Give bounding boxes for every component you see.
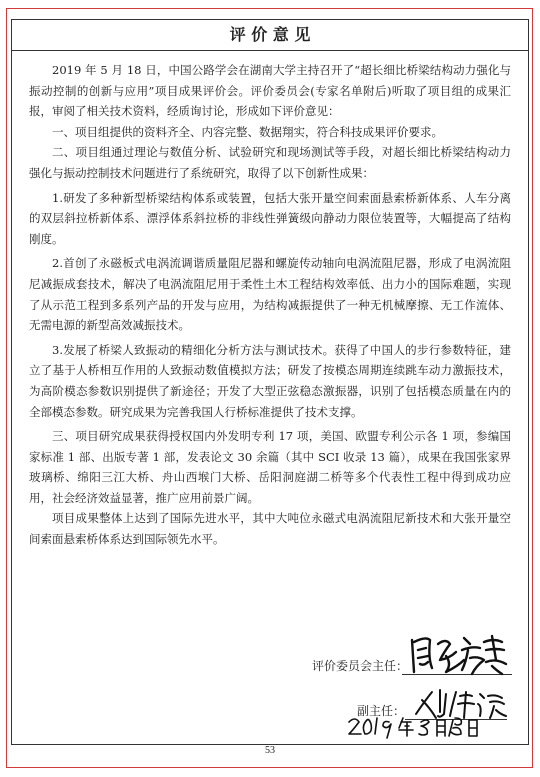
page-title: 评 价 意 见 <box>12 20 528 51</box>
evaluation-body <box>29 60 511 550</box>
paragraph-item-2: 二、项目组通过理论与数值分析、试验研究和现场测试等手段，对超长细比桥梁结构动力强化与振动控制技术问题进行了系统研究，取得了以下创新性成果： <box>29 145 511 180</box>
handwritten-date <box>345 712 485 740</box>
paragraph-conclusion: 项目成果整体上达到了国际先进水平，其中大吨位永磁式电涡流阻尼新技术和大张开量空间索面悬索桥体系达到国际领先水平。 <box>29 511 511 547</box>
paragraph-item-3: 三、项目研究成果获得授权国内外发明专利 17 项，美国、欧盟专利公示各 1 项，参编国家标准 1 部、出版专著 1 部，发表论文 30 余篇（其中 SCI 收录 13 篇），成果在我国张家界玻璃桥、绵阳三江大桥、舟山西堠门大桥、岳阳洞庭湖二桥等多个代表性工程中得到成功应用，社会经济效益显著，推广应用前景广阔。 <box>29 429 511 505</box>
chair-handwritten-signature <box>406 630 516 678</box>
page-number: 53 <box>265 745 275 756</box>
paragraph-achievement-1: 1.研发了多种新型桥梁结构体系或装置，包括大张开量空间索面悬索桥新体系、人车分离的双层斜拉桥新体系、漂浮体系斜拉桥的非线性弹簧级向静动力限位装置等，大幅提高了结构刚度。 <box>29 190 511 246</box>
paragraph-item-1: 一、项目组提供的资料齐全、内容完整、数据翔实，符合科技成果评价要求。 <box>52 124 443 139</box>
evaluation-frame <box>11 19 529 745</box>
vice-chair-label: 副主任： <box>357 704 406 718</box>
paragraph-achievement-3: 3.发展了桥梁人致振动的精细化分析方法与测试技术。获得了中国人的步行参数特征，建立了基于人桥相互作用的人致振动数值模拟方法；研发了按模态周期连续跳车动力激振技术，为高阶模态参数识别提供了新途径；开发了大型正弦稳态激振器，识别了包括模态质量在内的全部模态参数。研究成果为完善我国人行桥标准提供了技术支撑。 <box>29 342 511 419</box>
paragraph-intro: 2019 年 5 月 18 日，中国公路学会在湖南大学主持召开了“超长细比桥梁结构动力强化与振动控制的创新与应用”项目成果评价会。评价委员会(专家名单附后)听取了项目组的成果汇报，审阅了相关技术资料，经质询讨论，形成如下评价意见： <box>29 63 511 119</box>
paragraph-achievement-2: 2.首创了永磁板式电涡流调谐质量阻尼器和螺旋传动轴向电涡流阻尼器，形成了电涡流阻尼减振成套技术，解决了电涡流阻尼用于柔性土木工程结构效率低、出力小的国际难题，实现了从示范工程到多系列产品的开发与应用，为结构减振提供了一种无机械摩擦、无工作流体、无需电源的新型高效减振技术。 <box>29 256 511 333</box>
chair-label: 评价委员会主任： <box>312 659 409 673</box>
